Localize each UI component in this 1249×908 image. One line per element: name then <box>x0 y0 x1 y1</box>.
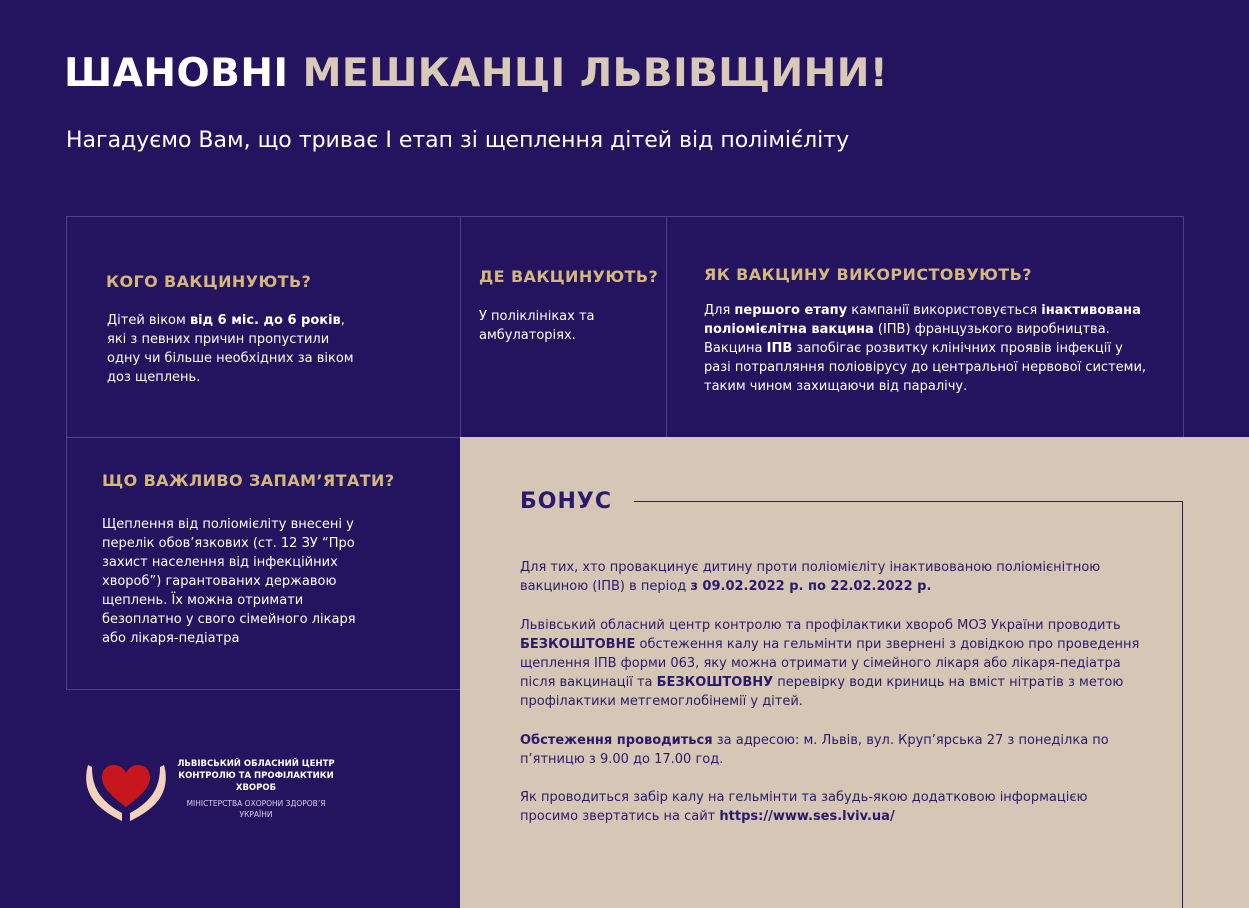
bonus-p3-text: за адресою: м. Львів, вул. Круп’ярська 27 з понеділка по п’ятницю з 9.00 до 17.00 год. <box>520 733 1109 767</box>
who-heading: КОГО ВАКЦИНУЮТЬ? <box>106 272 312 291</box>
page-subtitle: Нагадуємо Вам, що триває І етап зі щеплення дітей від поліміє́літу <box>66 128 850 153</box>
organization-name: ЛЬВІВСЬКИЙ ОБЛАСНИЙ ЦЕНТР КОНТРОЛЮ ТА ПРОФІЛАКТИКИ ХВОРОБ <box>177 759 335 793</box>
where-box <box>460 216 667 438</box>
bonus-panel <box>460 437 1249 908</box>
who-box <box>66 216 461 438</box>
bonus-divider-horizontal <box>634 501 1183 502</box>
which-t3: (ІПВ) французького виробництва. Вакцина <box>704 322 1110 356</box>
bonus-paragraph-period <box>520 558 1120 596</box>
bonus-paragraph-contact <box>520 788 1120 826</box>
which-t2: кампанії використовується <box>847 303 1042 318</box>
remember-box <box>66 437 461 690</box>
organization-ministry: МІНІСТЕРСТВА ОХОРОНИ ЗДОРОВ’Я УКРАЇНИ <box>186 799 326 819</box>
organization-block <box>176 758 336 820</box>
where-heading: ДЕ ВАКЦИНУЮТЬ? <box>479 267 659 286</box>
who-text-start: Дітей віком <box>107 313 190 328</box>
bonus-paragraph-address <box>520 731 1120 769</box>
which-t4: запобігає розвитку клінічних проявів інфекції у разі потрапляння поліовірусу до центральної нервової системи, таким чином захищаючи від паралічу. <box>704 341 1147 394</box>
which-b1: першого етапу <box>734 303 848 318</box>
bonus-p2-t3: перевірку води криниць на вміст нітратів з метою профілактики метгемоглобінемії у дітей. <box>520 675 1124 709</box>
who-text-end: , які з певних причин пропустили одну чи більше необхідних за віком доз щеплень. <box>107 313 354 385</box>
remember-text: Щеплення від поліомієліту внесені у перелік обов’язкових (ст. 12 ЗУ “Про захист населення від інфекційних хвороб”) гарантованих державою щеплень. Їх можна отримати безоплатно у свого сімейного лікаря або лікаря-педіатра <box>102 517 356 646</box>
which-b3: ІПВ <box>766 341 793 356</box>
who-text <box>107 311 362 387</box>
bonus-paragraph-free <box>520 616 1160 711</box>
where-text: У поліклініках та амбулаторіях. <box>479 309 595 343</box>
which-heading: ЯК ВАКЦИНУ ВИКОРИСТОВУЮТЬ? <box>704 265 1032 284</box>
bonus-p3-bold: Обстеження проводиться <box>520 733 713 748</box>
bonus-p2-b1: БЕЗКОШТОВНЕ <box>520 637 636 652</box>
which-box <box>666 216 1184 438</box>
title-part2: МЕШКАНЦІ ЛЬВІВЩИНИ! <box>302 51 889 96</box>
bonus-website-link[interactable]: https://www.ses.lviv.ua/ <box>719 809 895 824</box>
bonus-p2-t2: обстеження калу на гельмінти при звернені з довідкою про проведення щеплення ІПВ форми 063, яку можна отримати у сімейного лікаря або лікаря-педіатра після вакцинації та <box>520 637 1140 690</box>
which-t1: Для <box>704 303 735 318</box>
page-title <box>64 51 889 96</box>
bonus-p1-text: Для тих, хто провакцинує дитину проти поліомієліту інактивованою поліомієнітною вакциною (ІПВ) в період <box>520 560 1101 594</box>
bonus-p1-dates: з 09.02.2022 р. по 22.02.2022 р. <box>690 579 932 594</box>
which-text <box>704 301 1152 396</box>
bonus-p4-text: Як проводиться забір калу на гельмінти та забудь-якою додатковою інформацією просимо звертатись на сайт <box>520 790 1088 824</box>
who-age-range: від 6 міс. до 6 років <box>189 313 341 328</box>
title-part1: ШАНОВНІ <box>64 51 289 96</box>
heart-in-hands-icon <box>82 755 170 825</box>
remember-heading: ЩО ВАЖЛИВО ЗАПАМ’ЯТАТИ? <box>102 471 395 490</box>
bonus-p2-b2: БЕЗКОШТОВНУ <box>656 675 774 690</box>
bonus-p2-t1: Львівський обласний центр контролю та профілактики хвороб МОЗ України проводить <box>520 618 1121 633</box>
which-b2: інактивована поліомієлітна вакцина <box>704 303 1141 337</box>
bonus-divider-vertical <box>1182 501 1183 908</box>
bonus-title: БОНУС <box>520 489 612 514</box>
